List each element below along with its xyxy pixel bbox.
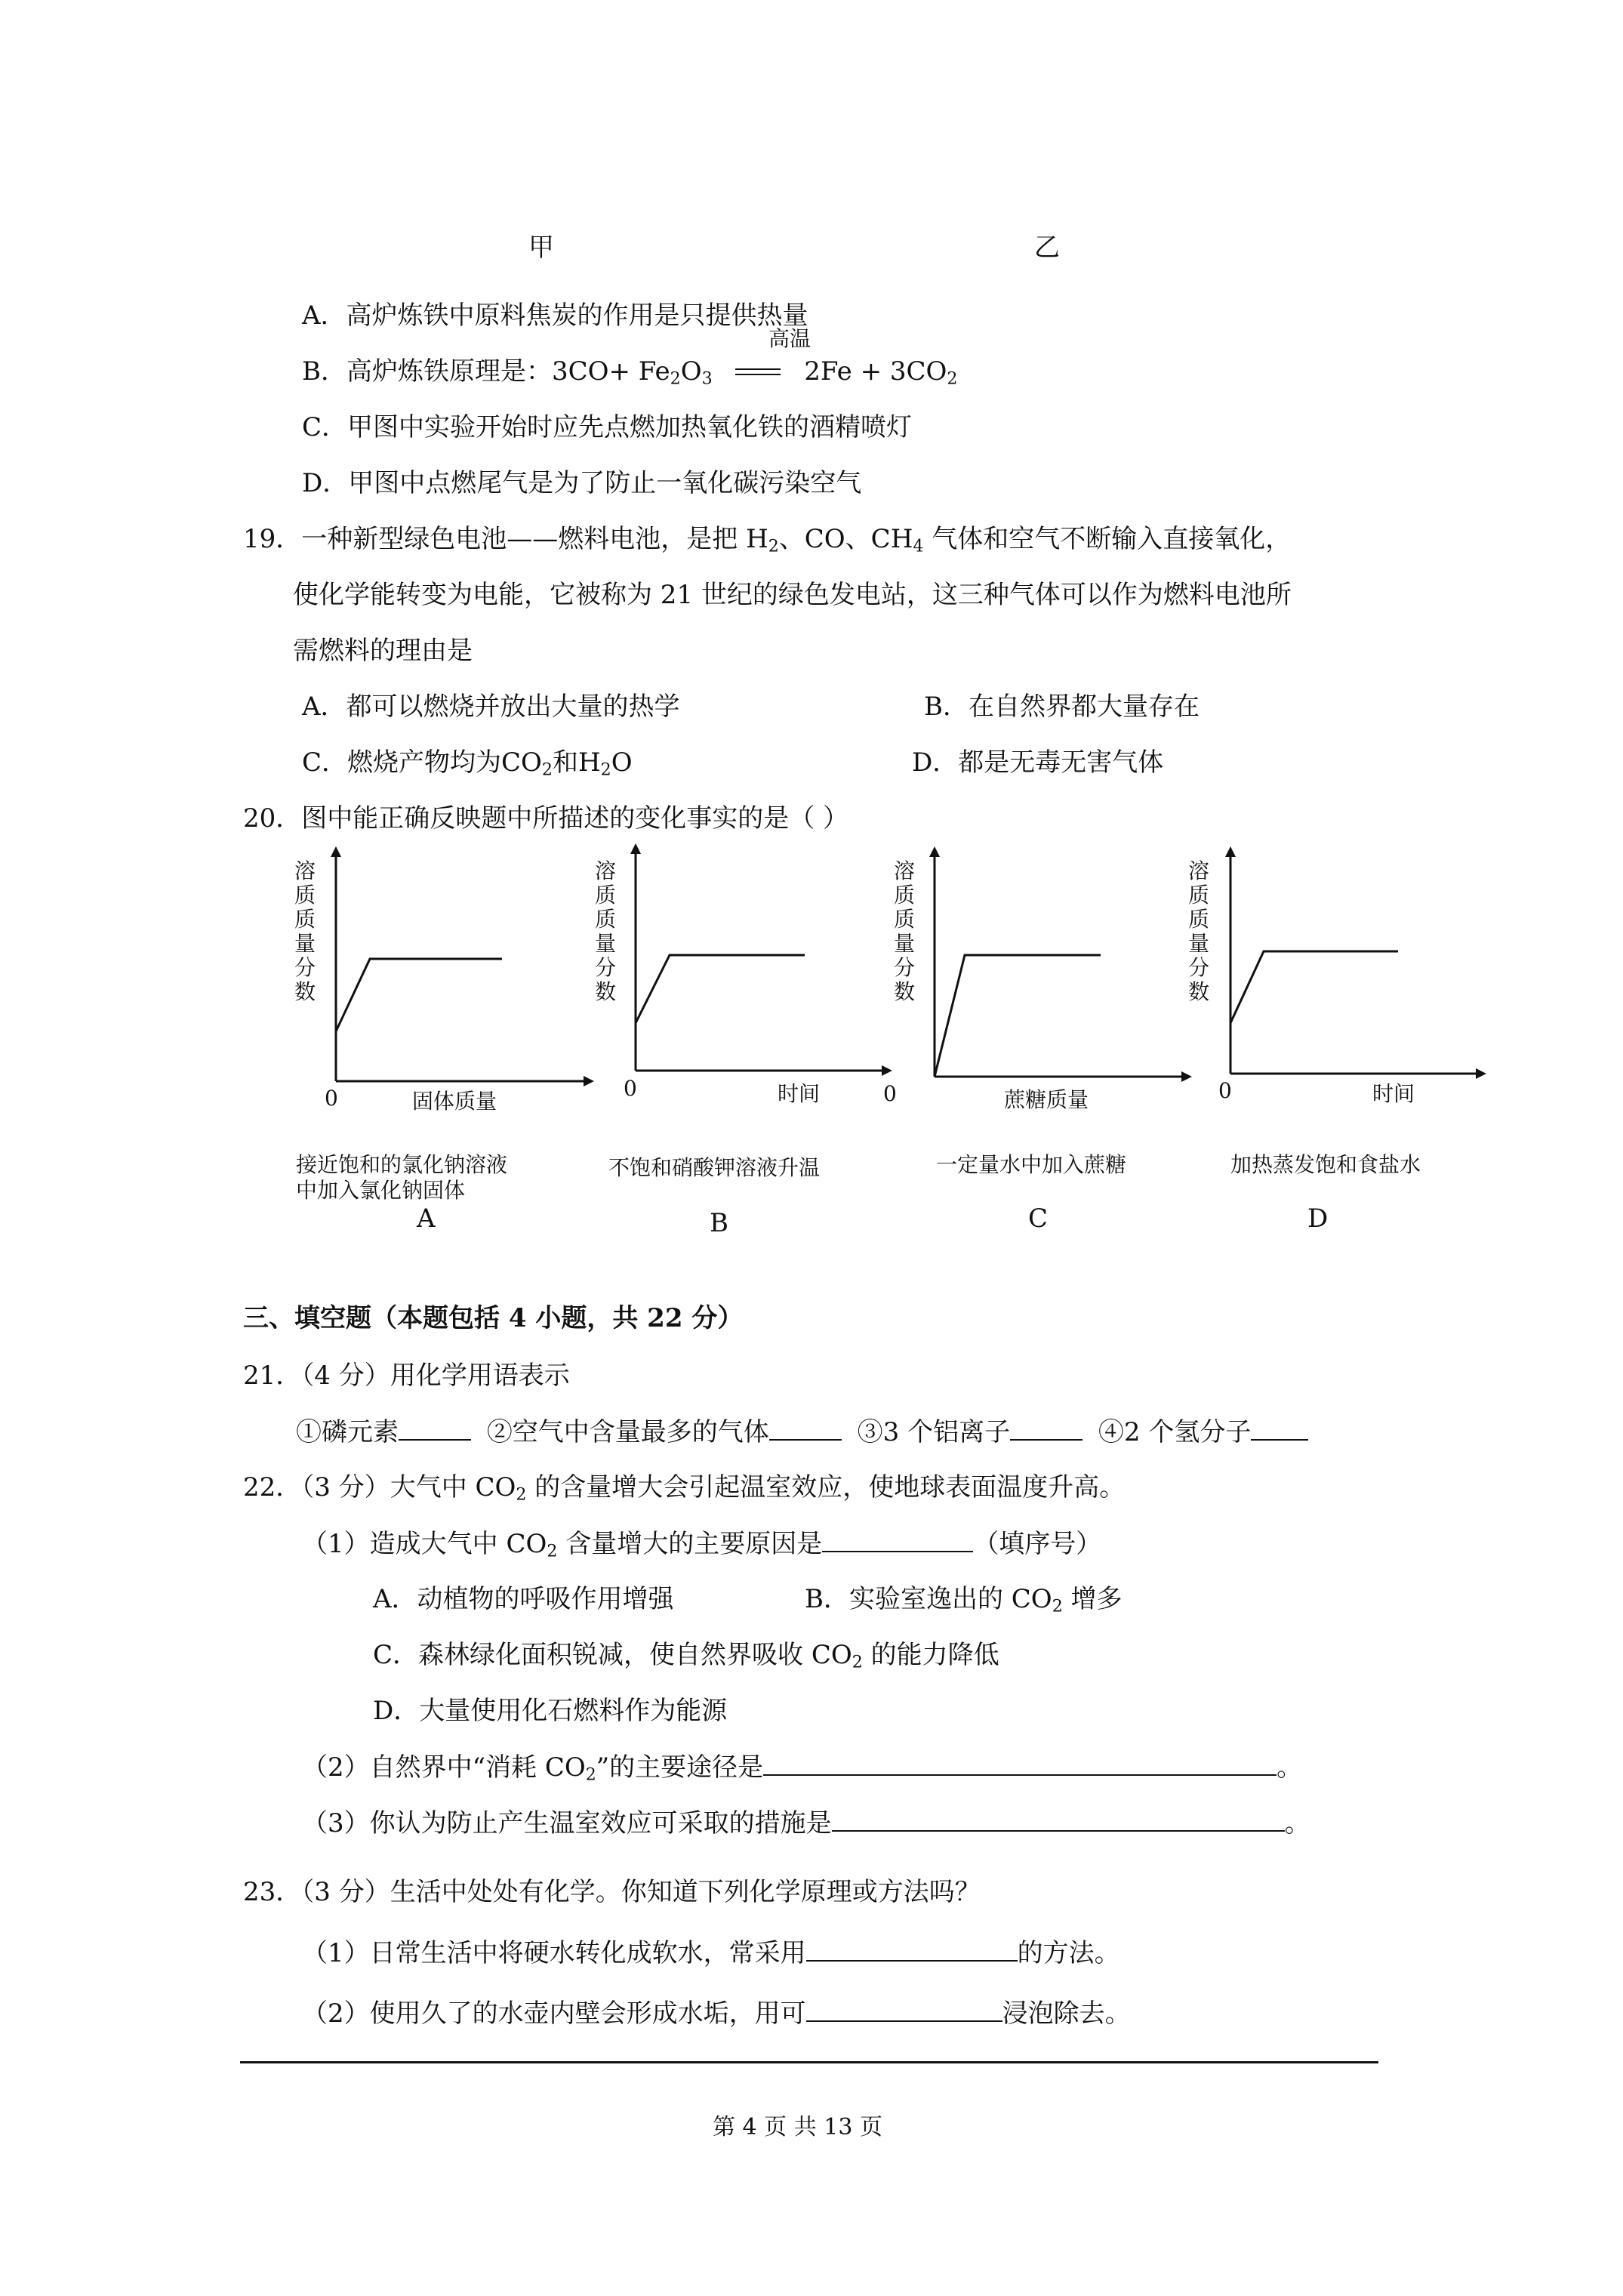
q21-parts: ①磷元素 ②空气中含量最多的气体 ③3 个铝离子 ④2 个氢分子 <box>296 1416 1308 1448</box>
chart-c-ylabel: 溶质质量分数 <box>893 858 915 1004</box>
q22-part-3: （3）你认为防止产生温室效应可采取的措施是 。 <box>302 1808 1310 1838</box>
chart-a-caption-2: 中加入氯化钠固体 <box>296 1178 466 1203</box>
q19-stem-line1: 19．一种新型绿色电池——燃料电池，是把 $H_2$、CO、$CH_4$ 气体和空气不断输入直接氧化， <box>243 524 1292 556</box>
chart-b-letter: B <box>710 1208 728 1238</box>
chart-a-origin: 0 <box>325 1086 338 1111</box>
q22-stem: 22．（3 分）大气中 $CO_2$ 的含量增大会引起温室效应，使地球表面温度升高。 <box>243 1472 1126 1505</box>
chart-c-letter: C <box>1028 1203 1049 1234</box>
chart-d-caption: 加热蒸发饱和食盐水 <box>1230 1152 1421 1177</box>
chart-c-origin: 0 <box>883 1081 897 1106</box>
chart-d-curve <box>1230 951 1398 1023</box>
figure-label-yi: 乙 <box>1034 233 1060 263</box>
q22-part-2: （2）自然界中“消耗 $CO_2$”的主要途径是 。 <box>302 1752 1303 1785</box>
chart-b-xlabel: 时间 <box>778 1081 821 1106</box>
q19-option-c: C．燃烧产物均为$CO_2$和$H_2O$ <box>302 747 633 780</box>
q19-stem-line3: 需燃料的理由是 <box>293 636 473 666</box>
chart-a-ylabel: 溶质质量分数 <box>294 858 316 1004</box>
chart-b-origin: 0 <box>624 1076 637 1101</box>
q18-option-b: B．高炉炼铁原理是：$3CO+ Fe_2O_3$ $2Fe + 3CO_2$ <box>302 356 958 389</box>
q23-part-1: （1）日常生活中将硬水转化成软水，常采用 的方法。 <box>302 1938 1120 1968</box>
footer-divider <box>240 2061 1378 2063</box>
page-footer: 第 4 页 共 13 页 <box>713 2114 882 2140</box>
chart-a-caption: 接近饱和的氯化钠溶液 <box>296 1152 508 1177</box>
chart-a-curve <box>336 959 502 1031</box>
chart-d-letter: D <box>1307 1203 1329 1234</box>
q23-stem: 23．（3 分）生活中处处有化学。你知道下列化学原理或方法吗？ <box>243 1877 981 1907</box>
chart-d-ylabel: 溶质质量分数 <box>1187 858 1209 1004</box>
q20-stem: 20．图中能正确反映题中所描述的变化事实的是（ ） <box>243 803 849 834</box>
q18-option-c: C．甲图中实验开始时应先点燃加热氧化铁的酒精喷灯 <box>302 412 913 442</box>
chart-b-ylabel: 溶质质量分数 <box>594 858 616 1004</box>
chart-a-xlabel: 固体质量 <box>412 1089 497 1114</box>
q22-option-c: C．森林绿化面积锐减，使自然界吸收 $CO_2$ 的能力降低 <box>373 1640 999 1672</box>
chart-b <box>636 849 887 1071</box>
q18-reaction-condition: 高温 <box>768 326 812 351</box>
chart-a <box>336 852 589 1081</box>
q18-option-d: D．甲图中点燃尾气是为了防止一氧化碳污染空气 <box>302 468 862 498</box>
chart-b-caption: 不饱和硝酸钾溶液升温 <box>608 1155 821 1180</box>
chart-c-caption: 一定量水中加入蔗糖 <box>936 1152 1127 1177</box>
q22-option-b: B．实验室逸出的 $CO_2$ 增多 <box>805 1584 1123 1616</box>
q22-part-1: （1）造成大气中 $CO_2$ 含量增大的主要原因是 （填序号） <box>302 1529 1102 1561</box>
chart-a-letter: A <box>417 1203 436 1234</box>
q22-option-a: A．动植物的呼吸作用增强 <box>373 1584 674 1614</box>
chart-c-curve <box>935 955 1101 1077</box>
chart-d-origin: 0 <box>1218 1078 1232 1103</box>
q22-option-d: D．大量使用化石燃料作为能源 <box>373 1696 728 1726</box>
q23-part-2: （2）使用久了的水壶内壁会形成水垢，用可 浸泡除去。 <box>302 1999 1131 2029</box>
chart-d-xlabel: 时间 <box>1372 1081 1415 1106</box>
section-3-title: 三、填空题（本题包括 4 小题，共 22 分） <box>243 1303 744 1333</box>
chart-c-xlabel: 蔗糖质量 <box>1004 1087 1089 1112</box>
chart-d <box>1230 852 1481 1074</box>
q19-option-b: B．在自然界都大量存在 <box>924 692 1200 722</box>
q19-option-d: D．都是无毒无害气体 <box>912 747 1164 778</box>
q19-option-a: A．都可以燃烧并放出大量的热学 <box>302 692 680 722</box>
q19-stem-line2: 使化学能转变为电能，它被称为 21 世纪的绿色发电站，这三种气体可以作为燃料电池所 <box>293 580 1292 610</box>
q18-option-a: A．高炉炼铁中原料焦炭的作用是只提供热量 <box>302 300 808 331</box>
chart-b-curve <box>636 955 805 1023</box>
figure-label-jia: 甲 <box>528 233 554 263</box>
chart-c <box>935 852 1187 1077</box>
q21-stem: 21．（4 分）用化学用语表示 <box>243 1361 570 1391</box>
